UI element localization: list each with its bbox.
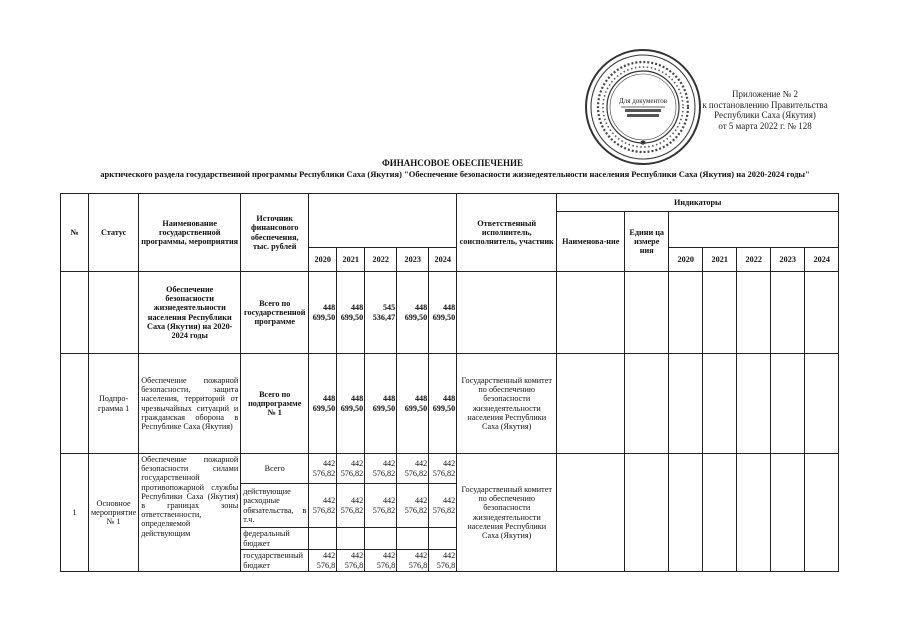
event-value: 442 576,82 — [397, 454, 429, 484]
event-value — [337, 528, 365, 550]
table-row-subprogram — [61, 354, 839, 454]
header-ind-year: 2020 — [669, 248, 703, 272]
header-source: Источник финансового обеспечения, тыс. рублей — [241, 194, 309, 272]
event-name: Обеспечение пожарной безопасности силами государственной противопожарной службы Республики Саха (Якутия) в границах зоны ответственности, определяемой действующим — [139, 454, 241, 572]
header-ind-year: 2022 — [737, 248, 771, 272]
program-value: 448 699,50 — [429, 272, 457, 354]
program-source: Всего по государственной программе — [241, 272, 309, 354]
event-num: 1 — [61, 454, 89, 572]
subprogram-value: 448 699,50 — [337, 354, 365, 454]
event-value: 442 576,8 — [309, 550, 337, 572]
cell-status — [89, 272, 139, 354]
header-responsible: Ответственный исполнитель, соисполнитель, участник — [457, 194, 557, 272]
document-heading: ФИНАНСОВОЕ ОБЕСПЕЧЕНИЕ — [381, 158, 524, 168]
subprogram-source: Всего по подпрограмме № 1 — [241, 354, 309, 454]
table-row-event-total — [61, 454, 839, 484]
program-value: 448 699,50 — [309, 272, 337, 354]
event-value: 442 576,82 — [365, 484, 397, 528]
event-value: 442 576,8 — [365, 550, 397, 572]
header-ind-name: Наименова-ние — [557, 212, 625, 272]
appendix-number: Приложение № 2 — [732, 89, 798, 99]
event-value — [429, 528, 457, 550]
header-name: Наименование государственной программы, мероприятия — [139, 194, 241, 272]
subprogram-status: Подпро-грамма 1 — [89, 354, 139, 454]
header-ind-years-group — [669, 212, 839, 248]
subprogram-value: 448 699,50 — [429, 354, 457, 454]
event-value — [309, 528, 337, 550]
subprogram-value: 448 699,50 — [309, 354, 337, 454]
header-year: 2021 — [337, 248, 365, 272]
subprogram-value: 448 699,50 — [397, 354, 429, 454]
seal-center-text: Для документов — [618, 97, 668, 105]
document-subheading: арктического раздела государственной программы Республики Саха (Якутия) "Обеспечение безопасности жизнедеятельности населения Республики Саха (Якутия) на 2020-2024 годы" — [100, 169, 810, 179]
appendix-date: от 5 марта 2022 г. № 128 — [718, 120, 812, 131]
event-source: действующие расходные обязательства, в т.ч. — [241, 484, 309, 528]
event-value: 442 576,82 — [365, 454, 397, 484]
event-value: 442 576,82 — [337, 484, 365, 528]
header-status: Статус — [89, 194, 139, 272]
header-ind-year: 2021 — [703, 248, 737, 272]
subprogram-value: 448 699,50 — [365, 354, 397, 454]
event-source: Всего — [241, 454, 309, 484]
header-ind-unit: Едини ца измере ния — [625, 212, 669, 272]
event-value: 442 576,82 — [429, 484, 457, 528]
table-row-program — [61, 272, 839, 354]
event-value — [397, 528, 429, 550]
header-year: 2022 — [365, 248, 397, 272]
header-indicators: Индикаторы — [557, 194, 839, 212]
appendix-decree: к постановлению Правительства — [702, 99, 828, 110]
header-year: 2020 — [309, 248, 337, 272]
event-value: 442 576,82 — [309, 484, 337, 528]
header-year: 2023 — [397, 248, 429, 272]
appendix-government: Республики Саха (Якутия) — [714, 110, 816, 120]
program-value: 448 699,50 — [397, 272, 429, 354]
header-years-group — [309, 194, 457, 248]
event-value — [365, 528, 397, 550]
event-source: государственный бюджет — [241, 550, 309, 572]
subprogram-name: Обеспечение пожарной безопасности, защита населения, территорий от чрезвычайных ситуаций и гражданская оборона в Республике Саха (Якутия) — [139, 354, 241, 454]
event-status: Основное мероприятие № 1 — [89, 454, 139, 572]
event-value: 442 576,8 — [337, 550, 365, 572]
approval-block — [690, 89, 840, 131]
svg-text:✱: ✱ — [640, 139, 646, 147]
cell-num — [61, 354, 89, 454]
header-ind-year: 2024 — [805, 248, 839, 272]
event-value: 442 576,8 — [397, 550, 429, 572]
subprogram-responsible: Государственный комитет по обеспечению безопасности жизнедеятельности населения Республики Саха (Якутия) — [457, 354, 557, 454]
program-value: 545 536,47 — [365, 272, 397, 354]
cell-num — [61, 272, 89, 354]
event-value: 442 576,82 — [309, 454, 337, 484]
event-responsible: Государственный комитет по обеспечению безопасности жизнедеятельности населения Республики Саха (Якутия) — [457, 454, 557, 572]
program-responsible — [457, 272, 557, 354]
header-ind-year: 2023 — [771, 248, 805, 272]
program-name: Обеспечение безопасности жизнедеятельности населения Республики Саха (Якутия) на 2020-2024 годы — [139, 272, 241, 354]
header-num: № — [61, 194, 89, 272]
event-value: 442 576,82 — [429, 454, 457, 484]
header-year: 2024 — [429, 248, 457, 272]
event-value: 442 576,8 — [429, 550, 457, 572]
event-source: федеральный бюджет — [241, 528, 309, 550]
program-value: 448 699,50 — [337, 272, 365, 354]
event-value: 442 576,82 — [397, 484, 429, 528]
official-seal-stamp — [583, 47, 703, 167]
event-value: 442 576,82 — [337, 454, 365, 484]
financing-table — [60, 193, 839, 572]
